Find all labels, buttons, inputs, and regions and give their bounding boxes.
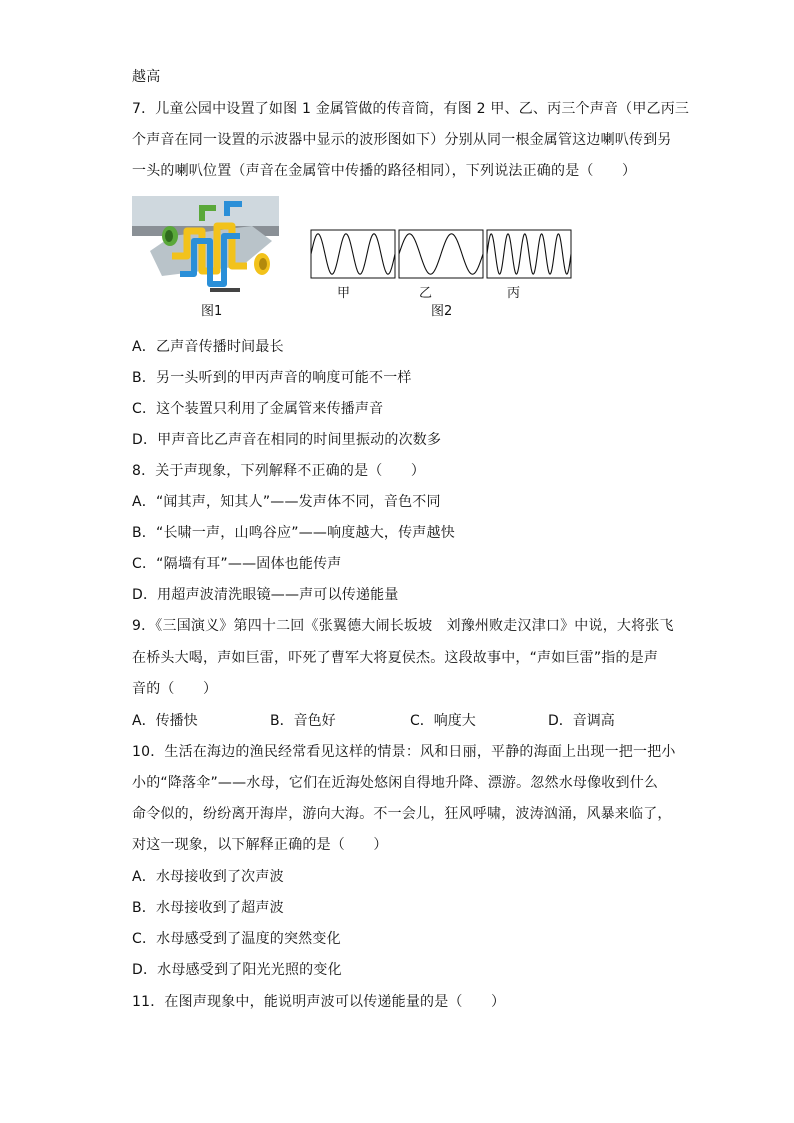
option-line: A．“闻其声，知其人”——发声体不同，音色不同: [132, 494, 441, 510]
question-10-stem: 10．生活在海边的渔民经常看见这样的情景：风和日丽，平静的海面上出现一把一把小: [132, 744, 676, 760]
option-line: B．另一头听到的甲丙声音的响度可能不一样: [132, 370, 412, 386]
figure-2-waveforms: [310, 229, 572, 279]
option-line: B．“长啸一声，山鸣谷应”——响度越大，传声越快: [132, 525, 455, 541]
option-line: C．这个装置只利用了金属管来传播声音: [132, 401, 384, 417]
question-7-stem: 7．儿童公园中设置了如图 1 金属管做的传音筒，有图 2 甲、乙、丙三个声音（甲乙丙三: [132, 101, 690, 117]
option-line: D．甲声音比乙声音在相同的时间里振动的次数多: [132, 432, 442, 448]
option-line: B．水母接收到了超声波: [132, 900, 284, 916]
question-10-stem: 对这一现象，以下解释正确的是（ ）: [132, 837, 388, 853]
figure-1-pipe-sculpture: [132, 196, 279, 296]
option-line: C．“隔墙有耳”——固体也能传声: [132, 556, 342, 572]
wave-label-bing: 丙: [507, 286, 521, 301]
question-10-stem: 命令似的，纷纷离开海岸，游向大海。不一会儿，狂风呼啸，波涛汹涌，风暴来临了，: [132, 806, 672, 822]
q9-option-c: C．响度大: [410, 713, 476, 729]
question-10-stem: 小的“降落伞”——水母，它们在近海处悠闲自得地升降、漂游。忽然水母像收到什么: [132, 775, 659, 791]
question-7-stem: 一头的喇叭位置（声音在金属管中传播的路径相同），下列说法正确的是（ ）: [132, 163, 637, 179]
text-line: 越高: [132, 69, 161, 85]
q9-option-b: B．音色好: [270, 713, 336, 729]
q9-option-a: A．传播快: [132, 713, 198, 729]
question-9-stem: 在桥头大喝，声如巨雷，吓死了曹军大将夏侯杰。这段故事中，“声如巨雷”指的是声: [132, 650, 659, 666]
figure-2-caption: 图2: [431, 304, 453, 319]
option-line: C．水母感受到了温度的突然变化: [132, 931, 341, 947]
figure-1-caption: 图1: [201, 304, 223, 319]
option-line: A．乙声音传播时间最长: [132, 339, 284, 355]
option-line: D．用超声波清洗眼镜——声可以传递能量: [132, 587, 399, 603]
option-line: D．水母感受到了阳光光照的变化: [132, 962, 342, 978]
question-9-stem: 音的（ ）: [132, 681, 218, 697]
q9-option-d: D．音调高: [548, 713, 615, 729]
question-9-stem: 9．《三国演义》第四十二回《张翼德大闹长坂坡 刘豫州败走汉津口》中说，大将张飞: [132, 618, 674, 634]
option-line: A．水母接收到了次声波: [132, 869, 284, 885]
wave-label-yi: 乙: [419, 286, 433, 301]
question-7-stem: 个声音在同一设置的示波器中显示的波形图如下）分别从同一根金属管这边喇叭传到另: [132, 132, 672, 148]
wave-label-jia: 甲: [337, 286, 351, 301]
question-11-stem: 11．在图声现象中，能说明声波可以传递能量的是（ ）: [132, 994, 506, 1010]
question-8-stem: 8．关于声现象，下列解释不正确的是（ ）: [132, 463, 426, 479]
